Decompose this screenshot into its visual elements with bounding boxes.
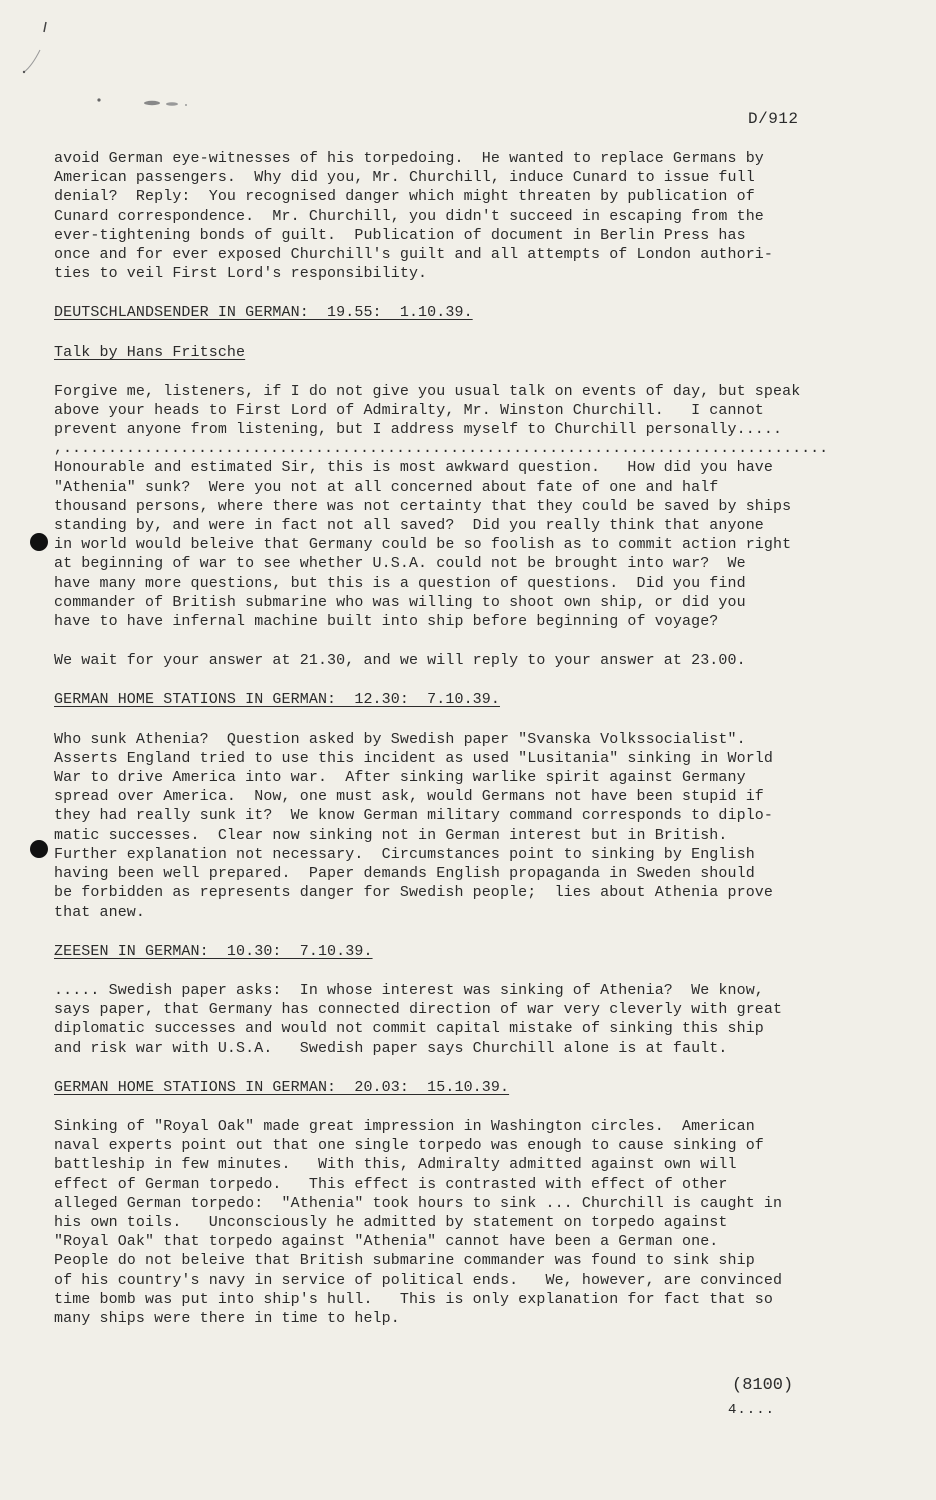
punch-hole-icon [30,840,48,858]
section-paragraph: Forgive me, listeners, if I do not give you usual talk on events of day, but speak above your heads to First Lord of Admiralty, Mr. Winston Churchill. I cannot prevent anyone from listening, but I address myself to Churchill personally..... [54,382,801,439]
footer-number: (8100) [732,1376,794,1395]
margin-marks [18,10,48,85]
opening-paragraph: avoid German eye-witnesses of his torpedoing. He wanted to replace Germans by American passengers. Why did you, Mr. Churchill, induce Cunard to issue full denial? Reply: You recognised danger which might threaten by publication of Cunard correspondence. Mr. Churchill, you didn't succeed in escaping from the ever-tightening bonds of guilt. Publication of document in Berlin Press has once and for ever exposed Churchill's guilt and all attempts of London authori- ties to veil First Lord's responsibility. [54,150,774,283]
dotted-separator: ,..................................................................................... [54,440,829,458]
punch-hole-icon [30,533,48,551]
document-body [54,149,854,1328]
section-heading: GERMAN HOME STATIONS IN GERMAN: 12.30: 7.10.39. [54,691,500,709]
section-paragraph: Honourable and estimated Sir, this is most awkward question. How did you have "Athenia" sunk? Were you not at all concerned about fate of one and half thousand persons, where there was not certainty that they could be saved by ships standing by, and were in fact not all saved? Did you really think that anyone in world would beleive that Germany could be so foolish as to commit action right at beginning of war to see whether U.S.A. could not be brought into war? We have many more questions, but this is a question of questions. Did you find commander of British submarine who was willing to shoot own ship, or did you have to have infernal machine built into ship before beginning of voyage? [54,459,792,631]
document-reference: D/912 [748,110,799,128]
section-paragraph: Who sunk Athenia? Question asked by Swedish paper "Svanska Volkssocialist". Asserts England tried to use this incident as used "Lusitania" sinking in World War to drive America into war. After sinking warlike spirit against Germany spread over America. Now, one must ask, would Germans not have been stupid if they had really sunk it? We know German military command corresponds to diplo- matic successes. Clear now sinking not in German interest but in British. Further explanation not necessary. Circumstances point to sinking by English having been well prepared. Paper demands English propaganda in Sweden should be forbidden as represents danger for Swedish people; lies about Athenia prove that anew. [54,730,774,921]
pencil-mark-icon [18,10,48,80]
footer-page-marker: 4.... [728,1402,776,1418]
section-paragraph: We wait for your answer at 21.30, and we will reply to your answer at 23.00. [54,652,746,670]
section-subheading: Talk by Hans Fritsche [54,343,246,361]
stamp-smudge-icon [94,94,214,112]
section-heading: GERMAN HOME STATIONS IN GERMAN: 20.03: 15.10.39. [54,1078,510,1096]
section-paragraph: Sinking of "Royal Oak" made great impression in Washington circles. American naval experts point out that one single torpedo was enough to cause sinking of battleship in few minutes. With this, Admiralty admitted against own will effect of German torpedo. This effect is contrasted with effect of other alleged German torpedo: "Athenia" took hours to sink ... Churchill is caught in his own toils. Unconsciously he admitted by statement on torpedo against "Royal Oak" that torpedo against "Athenia" cannot have been a German one. People do not beleive that British submarine commander was found to sink ship of his country's navy in service of political ends. We, however, are convinced time bomb was put into ship's hull. This is only explanation for fact that so many ships were there in time to help. [54,1117,783,1327]
section-heading: DEUTSCHLANDSENDER IN GERMAN: 19.55: 1.10.39. [54,304,473,322]
section-paragraph: ..... Swedish paper asks: In whose interest was sinking of Athenia? We know, says paper, that Germany has connected direction of war very cleverly with great diplomatic successes and would not commit capital mistake of sinking this ship and risk war with U.S.A. Swedish paper says Churchill alone is at fault. [54,981,783,1057]
section-heading: ZEESEN IN GERMAN: 10.30: 7.10.39. [54,942,373,960]
